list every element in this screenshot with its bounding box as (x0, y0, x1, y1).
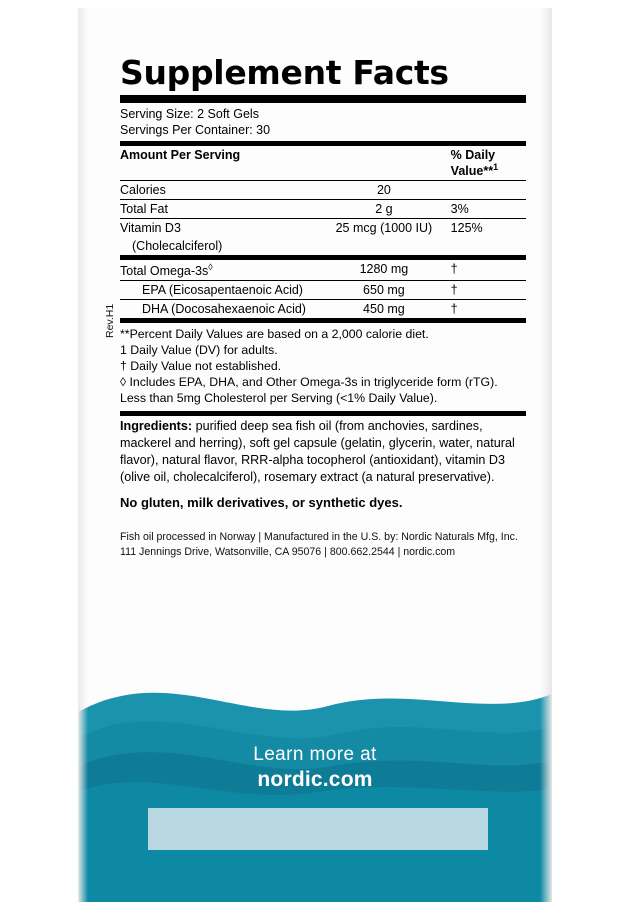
row-cholecalciferol-amount (331, 237, 437, 258)
row-total-fat-amount: 2 g (331, 200, 437, 219)
footnote-dv-not-established: † Daily Value not established. (120, 359, 282, 374)
table-header-row (120, 146, 526, 181)
ingredients-label: Ingredients: (120, 419, 193, 433)
row-dha-dv: † (437, 300, 526, 321)
row-total-omega3s-label: Total Omega-3s (120, 264, 209, 279)
supplement-facts-title: Supplement Facts (120, 56, 526, 103)
table-row (120, 281, 526, 300)
row-total-fat-name: Total Fat (120, 200, 331, 219)
row-total-fat-dv: 3% (437, 200, 526, 219)
row-total-omega3s-amount: 1280 mg (331, 258, 437, 281)
carton-panel (78, 8, 552, 902)
row-cholecalciferol-name: (Cholecalciferol) (120, 237, 331, 258)
ingredients-block (120, 418, 532, 487)
servings-per-container: Servings Per Container: 30 (120, 123, 271, 137)
row-dha-name: DHA (Docosahexaenoic Acid) (120, 300, 331, 321)
learn-more-block (78, 744, 552, 792)
row-epa-amount: 650 mg (331, 281, 437, 300)
header-daily-value (437, 146, 526, 181)
serving-size: Serving Size: 2 Soft Gels (120, 107, 259, 121)
barcode-placeholder (148, 808, 488, 850)
row-vitamin-d3-dv: 125% (450, 221, 483, 236)
table-row (120, 181, 526, 200)
table-row (120, 200, 526, 219)
row-vitamin-d3-name: Vitamin D3 (120, 221, 181, 236)
row-total-omega3s-dv: † (437, 258, 526, 281)
row-vitamin-d3-amount: 25 mcg (1000 IU) (335, 221, 433, 236)
row-calories-name: Calories (120, 181, 331, 200)
header-daily-value-text: % Daily Value** (450, 148, 496, 179)
ingredients-text: purified deep sea fish oil (from anchovies, sardines, mackerel and herring), soft gel capsule (gelatin, glycerin, water, natural flavor), natural flavor, RRR-alpha tocopherol (antioxidant), vitamin D3 (olive oil, cholecalciferol), rosemary extract (a natural preservative). (120, 419, 515, 485)
manufacturer-info (120, 530, 538, 561)
row-total-omega3s-name (120, 258, 331, 281)
header-daily-value-sup: 1 (493, 162, 499, 172)
header-spacer (331, 146, 437, 181)
footnote-percent-dv: **Percent Daily Values are based on a 2,000 calorie diet. (120, 327, 429, 342)
revision-code: Rev.H1 (104, 303, 116, 338)
learn-more-text: Learn more at (253, 744, 377, 765)
website-text: nordic.com (257, 768, 373, 791)
footnote-cholesterol: Less than 5mg Cholesterol per Serving (<1% Daily Value). (120, 391, 438, 406)
supplement-facts-panel (120, 53, 526, 416)
row-total-omega3s-sup: ◊ (208, 262, 213, 273)
table-row (120, 219, 526, 238)
footnote-dv-adults: 1 Daily Value (DV) for adults. (120, 343, 278, 358)
row-calories-amount: 20 (331, 181, 437, 200)
footnotes (120, 323, 526, 416)
nutrition-table (120, 146, 526, 323)
footnote-omega3-form: ◊ Includes EPA, DHA, and Other Omega-3s in triglyceride form (rTG). (120, 375, 498, 390)
row-epa-name: EPA (Eicosapentaenoic Acid) (120, 281, 331, 300)
header-amount-per-serving: Amount Per Serving (120, 146, 331, 181)
row-calories-dv (437, 181, 526, 200)
manufacturer-line-1: Fish oil processed in Norway | Manufactured in the U.S. by: Nordic Naturals Mfg, Inc. (120, 531, 518, 543)
row-epa-dv: † (437, 281, 526, 300)
allergen-claim: No gluten, milk derivatives, or synthetic dyes. (120, 495, 403, 510)
serving-info (120, 103, 526, 146)
table-row (120, 258, 526, 281)
table-row (120, 237, 526, 258)
row-dha-amount: 450 mg (331, 300, 437, 321)
row-cholecalciferol-dv (437, 237, 526, 258)
table-row (120, 300, 526, 321)
manufacturer-line-2: 111 Jennings Drive, Watsonville, CA 95076 | 800.662.2544 | nordic.com (120, 546, 456, 559)
